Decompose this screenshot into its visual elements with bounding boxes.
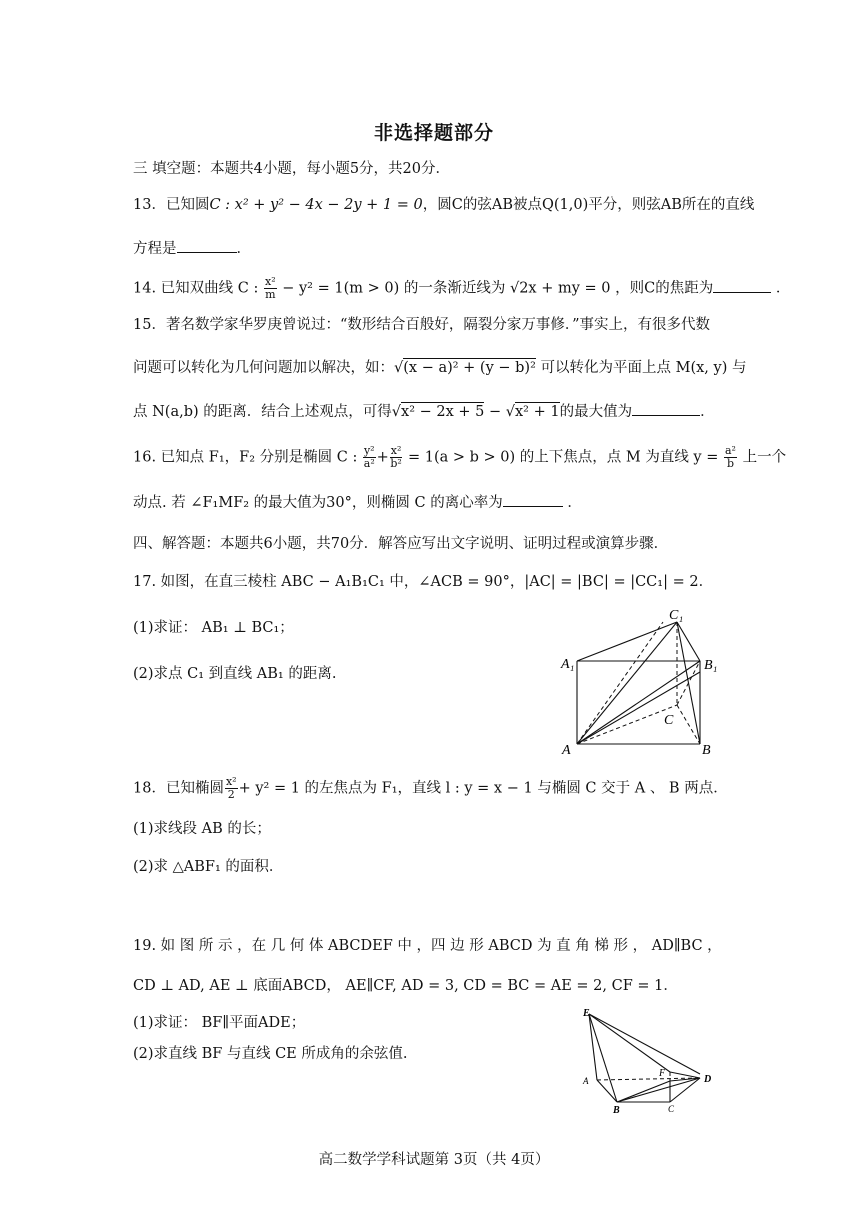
q14-numerator: x²: [264, 275, 276, 288]
q16-text-e: ．: [567, 495, 582, 511]
prism-figure: [555, 606, 735, 762]
q16-fraction-1-den: a²: [363, 457, 375, 470]
q16-fraction-1: [363, 445, 376, 470]
q16-fraction-2: [390, 445, 403, 470]
question-14: [133, 276, 790, 301]
q16-fraction-3: [724, 445, 737, 470]
q14-denominator: m: [265, 288, 276, 301]
question-19-line-1: 19. 如 图 所 示 ，在 几 何 体 ABCDEF 中 ，四 边 形 ABCD 为 直 角 梯 形 ， AD∥BC ，: [133, 938, 722, 954]
question-19-part-1: (1)求证： BF∥平面ADE；: [133, 1015, 306, 1031]
fig17-label-c: C: [664, 713, 674, 728]
q16-fraction-3-num: a²: [725, 444, 736, 457]
q15-sqrt-2: x² + 1: [515, 404, 560, 420]
fig19-label-e: E: [583, 1008, 590, 1019]
fig17-label-b: B: [702, 743, 711, 758]
question-17-part-2: (2)求点 C₁ 到直线 AB₁ 的距离.: [133, 666, 337, 682]
q15-text-a: 问题可以转化为几何问题加以解决，如：: [133, 360, 394, 376]
question-16-line-1: [133, 445, 786, 470]
q14-fraction: [264, 276, 277, 301]
fig19-label-d: D: [704, 1074, 712, 1085]
q13-text-b: ，圆C的弦AB被点Q(1,0)平分，则弦AB所在的直线: [422, 197, 755, 213]
question-18-part-1: (1)求线段 AB 的长；: [133, 821, 271, 837]
question-19-part-2: (2)求直线 BF 与直线 CE 所成角的余弦值.: [133, 1046, 408, 1062]
q14-text-b: − y² = 1(m > 0) 的一条渐近线为 √2x + my = 0 ，则C的焦距为: [282, 280, 714, 297]
q16-text-a: 16. 已知点 F₁，F₂ 分别是椭圆 C :: [133, 449, 358, 466]
q13-equation: C : x² + y² − 4x − 2y + 1 = 0: [209, 197, 423, 213]
question-19-line-2: CD ⊥ AD, AE ⊥ 底面ABCD， AE∥CF, AD = 3, CD = BC = AE = 2, CF = 1．: [133, 978, 678, 994]
q16-fraction-2-den: b²: [390, 457, 402, 470]
question-18-stem: [133, 776, 728, 801]
q13-text-d: ．: [236, 241, 251, 257]
q16-text-b: = 1(a > b > 0) 的上下焦点，点 M 为直线 y =: [407, 449, 719, 466]
question-17-stem: 17. 如图，在直三棱柱 ABC − A₁B₁C₁ 中，∠ACB = 90°，|AC| = |BC| = |CC₁| = 2．: [133, 574, 714, 590]
q18-text-b: + y² = 1 的左焦点为 F₁，直线 l : y = x − 1 与椭圆 C 交于 A 、 B 两点．: [238, 780, 728, 797]
q16-fraction-1-num: y²: [363, 444, 375, 457]
section-3-heading: 三 填空题：本题共4小题，每小题5分，共20分．: [133, 161, 451, 177]
q16-text-d: 动点. 若 ∠F₁MF₂ 的最大值为30°，则椭圆 C 的离心率为: [133, 495, 503, 511]
question-13-line-1: [133, 194, 754, 216]
q15-answer-blank[interactable]: [632, 401, 700, 416]
q16-plus: +: [376, 449, 389, 466]
fig19-label-b: B: [613, 1105, 620, 1116]
section-4-heading: 四、解答题：本题共6小题，共70分．解答应写出文字说明、证明过程或演算步骤．: [133, 536, 669, 552]
fig17-label-a1: A₁: [561, 657, 575, 672]
q15-text-d: 的最大值为: [559, 404, 633, 420]
q14-text-c: ．: [775, 280, 791, 297]
q14-text-a: 14. 已知双曲线 C :: [133, 280, 259, 297]
question-15-line-3: 点 N(a,b) 的距离．结合上述观点，可得√x² − 2x + 5 − √x² + 1的最大值为 ．: [133, 401, 715, 423]
page-footer: 高二数学学科试题第 3页（共 4页）: [318, 1152, 550, 1168]
q15-text-b: 可以转化为平面上点 M(x, y) 与: [540, 360, 747, 376]
fig19-label-a: A: [583, 1076, 589, 1086]
q16-answer-blank[interactable]: [503, 492, 563, 507]
solid-figure: [575, 1004, 725, 1120]
question-15-line-2: 问题可以转化为几何问题加以解决，如：√(x − a)² + (y − b)² 可以转化为平面上点 M(x, y) 与: [133, 360, 747, 376]
question-16-line-2: [133, 492, 582, 514]
q16-fraction-3-den: b: [726, 457, 734, 470]
question-13-line-2: [133, 238, 251, 260]
q13-text-c: 方程是: [133, 241, 177, 257]
fig19-label-c: C: [668, 1104, 675, 1114]
fig19-label-f: F: [659, 1068, 666, 1079]
q15-text-c: 点 N(a,b) 的距离．结合上述观点，可得: [133, 404, 392, 420]
fig17-label-c1: C₁: [669, 608, 684, 623]
section-title: 非选择题部分: [373, 122, 494, 144]
q15-minus: −: [484, 404, 506, 420]
q13-text-a: 13．已知圆: [133, 197, 210, 213]
q18-fraction: [225, 776, 238, 801]
question-17-part-1: (1)求证： AB₁ ⊥ BC₁；: [133, 620, 294, 636]
q18-numerator: x²: [225, 775, 237, 788]
q16-text-c: 上一个: [742, 449, 787, 466]
q15-sqrt-expression: (x − a)² + (y − b)²: [403, 360, 536, 376]
fig17-label-a: A: [562, 743, 571, 758]
q14-answer-blank[interactable]: [713, 278, 771, 293]
q18-denominator: 2: [227, 788, 235, 801]
fig17-label-b1: B₁: [704, 658, 718, 673]
question-18-part-2: (2)求 △ABF₁ 的面积．: [133, 859, 284, 875]
q15-text-e: ．: [700, 404, 715, 420]
q16-fraction-2-num: x²: [390, 444, 402, 457]
q18-text-a: 18．已知椭圆: [133, 780, 224, 797]
q15-sqrt-1: x² − 2x + 5: [401, 404, 485, 420]
question-15-line-1: 15．著名数学家华罗庚曾说过：“数形结合百般好，隔裂分家万事修．”事实上，有很多代数: [133, 317, 711, 333]
q13-answer-blank[interactable]: [177, 238, 237, 253]
